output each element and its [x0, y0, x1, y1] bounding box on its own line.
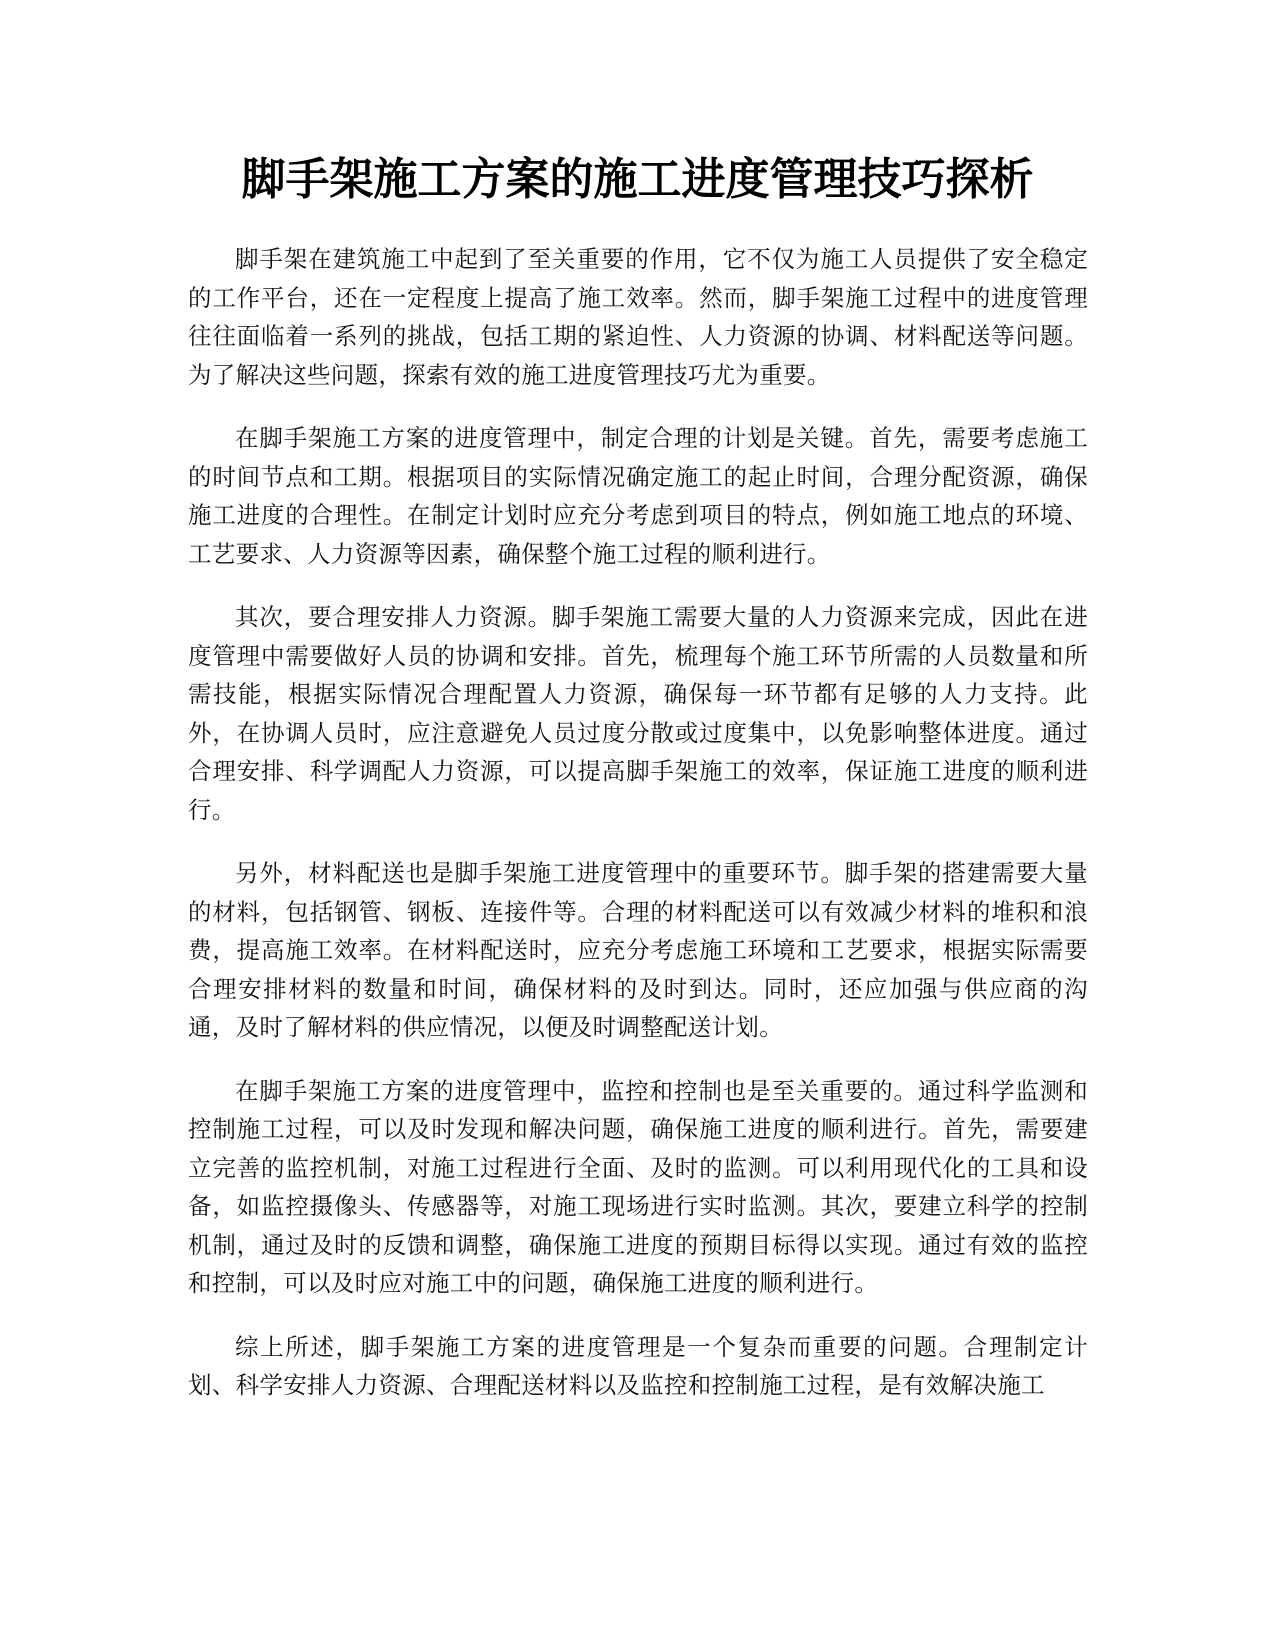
document-body	[188, 240, 1088, 1430]
paragraph-2: 在脚手架施工方案的进度管理中，制定合理的计划是关键。首先，需要考虑施工的时间节点和工期。根据项目的实际情况确定施工的起止时间，合理分配资源，确保施工进度的合理性。在制定计划时应充分考虑到项目的特点，例如施工地点的环境、工艺要求、人力资源等因素，确保整个施工过程的顺利进行。	[188, 424, 1088, 568]
paragraph-3: 其次，要合理安排人力资源。脚手架施工需要大量的人力资源来完成，因此在进度管理中需要做好人员的协调和安排。首先，梳理每个施工环节所需的人员数量和所需技能，根据实际情况合理配置人力资源，确保每一环节都有足够的人力支持。此外，在协调人员时，应注意避免人员过度分散或过度集中，以免影响整体进度。通过合理安排、科学调配人力资源，可以提高脚手架施工的效率，保证施工进度的顺利进行。	[188, 603, 1088, 824]
paragraph-4: 另外，材料配送也是脚手架施工进度管理中的重要环节。脚手架的搭建需要大量的材料，包括钢管、钢板、连接件等。合理的材料配送可以有效减少材料的堆积和浪费，提高施工效率。在材料配送时，应充分考虑施工环境和工艺要求，根据实际需要合理安排材料的数量和时间，确保材料的及时到达。同时，还应加强与供应商的沟通，及时了解材料的供应情况，以便及时调整配送计划。	[188, 859, 1088, 1041]
paragraph-1: 脚手架在建筑施工中起到了至关重要的作用，它不仅为施工人员提供了安全稳定的工作平台，还在一定程度上提高了施工效率。然而，脚手架施工过程中的进度管理往往面临着一系列的挑战，包括工期的紧迫性、人力资源的协调、材料配送等问题。为了解决这些问题，探索有效的施工进度管理技巧尤为重要。	[188, 245, 1088, 389]
paragraph-5: 在脚手架施工方案的进度管理中，监控和控制也是至关重要的。通过科学监测和控制施工过程，可以及时发现和解决问题，确保施工进度的顺利进行。首先，需要建立完善的监控机制，对施工过程进行全面、及时的监测。可以利用现代化的工具和设备，如监控摄像头、传感器等，对施工现场进行实时监测。其次，要建立科学的控制机制，通过及时的反馈和调整，确保施工进度的预期目标得以实现。通过有效的监控和控制，可以及时应对施工中的问题，确保施工进度的顺利进行。	[188, 1076, 1088, 1297]
document-title: 脚手架施工方案的施工进度管理技巧探析	[241, 154, 1034, 205]
paragraph-6: 综上所述，脚手架施工方案的进度管理是一个复杂而重要的问题。合理制定计划、科学安排人力资源、合理配送材料以及监控和控制施工过程，是有效解决施工	[188, 1332, 1088, 1399]
